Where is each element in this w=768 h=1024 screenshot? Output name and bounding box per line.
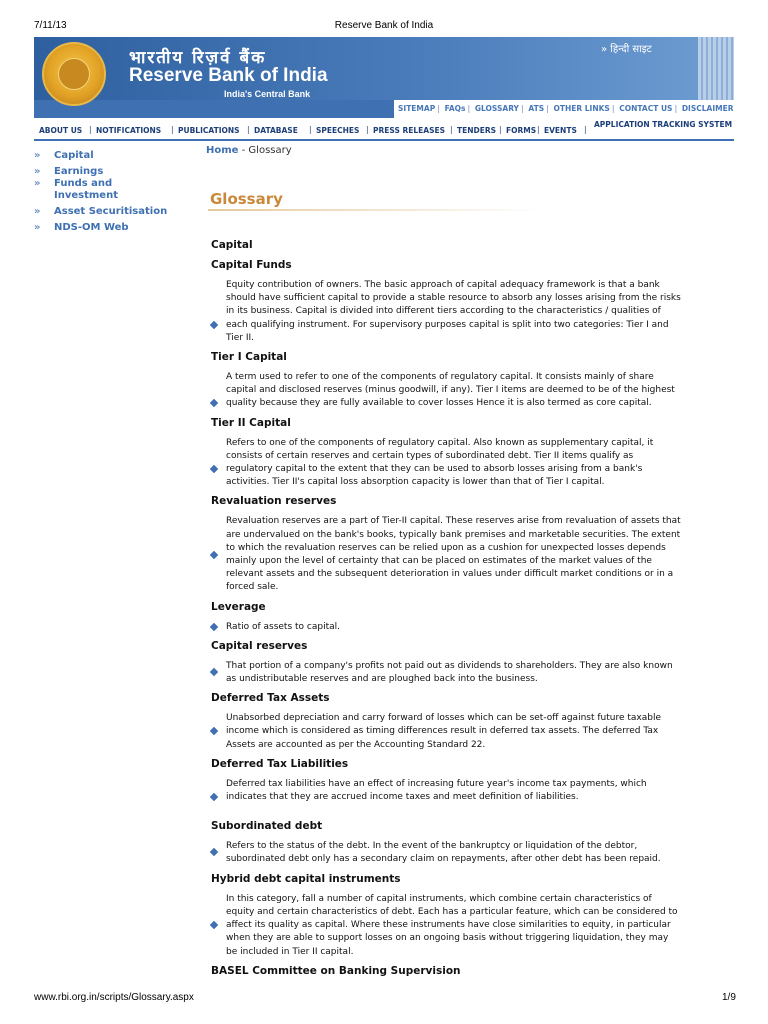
diamond-bullet-icon bbox=[210, 622, 218, 630]
diamond-bullet-icon bbox=[210, 848, 218, 856]
nav-speeches[interactable]: SPEECHES bbox=[316, 126, 360, 135]
diamond-bullet-icon bbox=[210, 920, 218, 928]
glossary-definition: Equity contribution of owners. The basic approach of capital adequacy framework is that a bank should have sufficient capital to provide a stable resource to absorb any losses arising from the risks in its business. Capital is divided into different tiers according to the characteristics / qualities of each qualifying instrument. For supervisory purposes capital is split into two categories: Tier I and Tier II. bbox=[211, 272, 681, 350]
glossary-entry bbox=[211, 600, 681, 639]
glossary-entry bbox=[211, 691, 681, 757]
nav-about-us[interactable]: ABOUT US bbox=[39, 126, 83, 135]
double-chevron-right-icon: » bbox=[34, 206, 41, 217]
page-title: Glossary bbox=[210, 190, 283, 208]
diamond-bullet-icon bbox=[210, 793, 218, 801]
glossary-entry bbox=[211, 819, 681, 871]
rbi-logo-icon[interactable] bbox=[42, 42, 106, 106]
double-chevron-right-icon: » bbox=[34, 150, 41, 161]
top-links-bar: SITEMAP | FAQs | GLOSSARY | ATS | OTHER LINKS | CONTACT US | DISCLAIMER bbox=[394, 100, 734, 118]
nav-tenders[interactable]: TENDERS bbox=[457, 126, 497, 135]
top-link-other-links[interactable]: OTHER LINKS bbox=[553, 104, 610, 113]
glossary-entry bbox=[211, 494, 681, 599]
glossary-definition: Revaluation reserves are a part of Tier-II capital. These reserves arise from revaluation of assets that are undervalued on the bank's books, typically bank premises and marketable securities. The extent to which the revaluation reserves can be relied upon as a cushion for unexpected losses depends mainly upon the level of certainty that can be placed on estimates of the market values of the relevant assets and the subsequent deterioration in values under difficult market conditions or in a forced sale. bbox=[211, 508, 681, 599]
nav-press-releases[interactable]: PRESS RELEASES bbox=[373, 126, 446, 135]
diamond-bullet-icon bbox=[210, 727, 218, 735]
sidebar-item-funds-and-investment[interactable]: » Funds and Investment bbox=[34, 178, 118, 201]
glossary-entry bbox=[211, 872, 681, 964]
section-heading: Capital bbox=[211, 239, 253, 251]
top-link-sitemap[interactable]: SITEMAP bbox=[398, 104, 436, 113]
glossary-term: Leverage bbox=[211, 600, 266, 613]
sidebar-item-asset-securitisation[interactable]: » Asset Securitisation bbox=[34, 206, 168, 217]
main-nav: ABOUT US | NOTIFICATIONS | PUBLICATIONS | DATABASE | SPEECHES | PRESS RELEASES | TENDERS | FORMS | EVENTS | APPLICATION TRACKING SYSTEM bbox=[34, 119, 734, 141]
nav-application-tracking-system[interactable]: APPLICATION TRACKING SYSTEM bbox=[594, 120, 733, 129]
glossary-definition: Deferred tax liabilities have an effect of increasing future year's income tax payments, which indicates that they are accrued income taxes and meet definition of liabilities. bbox=[211, 771, 681, 819]
page-number: 1/9 bbox=[722, 992, 736, 1003]
diamond-bullet-icon bbox=[210, 321, 218, 329]
top-link-ats[interactable]: ATS bbox=[528, 104, 545, 113]
site-banner bbox=[34, 37, 734, 118]
diamond-bullet-icon bbox=[210, 399, 218, 407]
glossary-entry bbox=[211, 757, 681, 819]
nav-forms[interactable]: FORMS bbox=[506, 126, 537, 135]
glossary-term: Revaluation reserves bbox=[211, 495, 337, 508]
building-image bbox=[698, 37, 734, 100]
top-link-disclaimer[interactable]: DISCLAIMER bbox=[681, 104, 734, 113]
breadcrumb: Home - Glossary bbox=[206, 145, 292, 156]
sidebar-item-earnings[interactable]: » Earnings bbox=[34, 166, 104, 177]
nav-events[interactable]: EVENTS bbox=[544, 126, 577, 135]
glossary-entry bbox=[211, 964, 681, 978]
glossary-definition: In this category, fall a number of capital instruments, which combine certain characteristics of equity and certain characteristics of debt. Each has a particular feature, which can be considered to affect its quality as capital. Where these instruments have close similarities to equity, in particular when they are able to support losses on an ongoing basis without triggering liquidation, they may be included in Tier II capital. bbox=[211, 886, 681, 964]
glossary-definition: Ratio of assets to capital. bbox=[211, 614, 681, 639]
top-link-glossary[interactable]: GLOSSARY bbox=[474, 104, 519, 113]
glossary-term: Capital reserves bbox=[211, 639, 308, 652]
double-chevron-right-icon: » bbox=[34, 178, 41, 189]
glossary-definition: A term used to refer to one of the components of regulatory capital. It consists mainly of share capital and disclosed reserves (minus goodwill, if any). Tier I items are deemed to be of the highest quality because they are fully available to cover losses Hence it is also termed as core capital. bbox=[211, 364, 681, 416]
glossary-term: Tier I Capital bbox=[211, 351, 287, 364]
breadcrumb-home[interactable]: Home bbox=[206, 145, 239, 156]
nav-notifications[interactable]: NOTIFICATIONS bbox=[96, 126, 162, 135]
glossary-entry bbox=[211, 258, 681, 350]
glossary-term: Tier II Capital bbox=[211, 416, 291, 429]
glossary-term: Deferred Tax Liabilities bbox=[211, 757, 349, 770]
title-underline bbox=[208, 209, 543, 211]
breadcrumb-current: Glossary bbox=[248, 145, 292, 156]
print-header bbox=[0, 0, 768, 36]
top-link-contact-us[interactable]: CONTACT US bbox=[619, 104, 673, 113]
sidebar bbox=[34, 150, 194, 238]
glossary-term: BASEL Committee on Banking Supervision bbox=[211, 964, 461, 977]
diamond-bullet-icon bbox=[210, 668, 218, 676]
print-date: 7/11/13 bbox=[34, 20, 67, 31]
diamond-bullet-icon bbox=[210, 464, 218, 472]
glossary-entry bbox=[211, 639, 681, 691]
glossary-definition: That portion of a company's profits not paid out as dividends to shareholders. They are also known as undistributable reserves and are ploughed back into the business. bbox=[211, 653, 681, 691]
bank-name-english: Reserve Bank of India bbox=[129, 65, 328, 86]
bank-name-hindi: भारतीय रिज़र्व बैंक bbox=[129, 48, 267, 68]
glossary-term: Capital Funds bbox=[211, 259, 292, 271]
print-title: Reserve Bank of India bbox=[334, 20, 434, 31]
diamond-bullet-icon bbox=[210, 551, 218, 559]
glossary-term: Hybrid debt capital instruments bbox=[211, 872, 401, 885]
top-link-faqs[interactable]: FAQs bbox=[444, 104, 466, 113]
print-url: www.rbi.org.in/scripts/Glossary.aspx bbox=[34, 992, 194, 1003]
glossary-term: Subordinated debt bbox=[211, 820, 323, 833]
nav-database[interactable]: DATABASE bbox=[254, 126, 298, 135]
hindi-site-link[interactable]: » हिन्दी साइट bbox=[601, 44, 652, 55]
glossary-term: Deferred Tax Assets bbox=[211, 692, 330, 705]
glossary-definition: Unabsorbed depreciation and carry forward of losses which can be set-off against future taxable income which is considered as timing differences result in deferred tax assets. The deferred Tax Assets are accounted as per the Accounting Standard 22. bbox=[211, 705, 681, 757]
nav-publications[interactable]: PUBLICATIONS bbox=[178, 126, 240, 135]
glossary-content bbox=[211, 238, 681, 978]
sidebar-item-nds-om-web[interactable]: » NDS-OM Web bbox=[34, 222, 129, 233]
glossary-entry bbox=[211, 416, 681, 495]
double-chevron-right-icon: » bbox=[34, 166, 41, 177]
glossary-entry bbox=[211, 350, 681, 416]
bank-tagline: India's Central Bank bbox=[224, 89, 311, 99]
sidebar-item-capital[interactable]: » Capital bbox=[34, 150, 94, 161]
glossary-definition: Refers to the status of the debt. In the event of the bankruptcy or liquidation of the debtor, subordinated debt only has a secondary claim on repayments, after other debt has been repaid. bbox=[211, 833, 681, 871]
glossary-definition: Refers to one of the components of regulatory capital. Also known as supplementary capital, it consists of certain reserves and certain types of subordinated debt. Tier II items qualify as regulatory capital to the extent that they can be used to absorb losses arising from a bank's activities. Tier II's capital loss absorption capacity is lower than that of Tier I capital. bbox=[211, 430, 681, 495]
double-chevron-right-icon: » bbox=[34, 222, 41, 233]
